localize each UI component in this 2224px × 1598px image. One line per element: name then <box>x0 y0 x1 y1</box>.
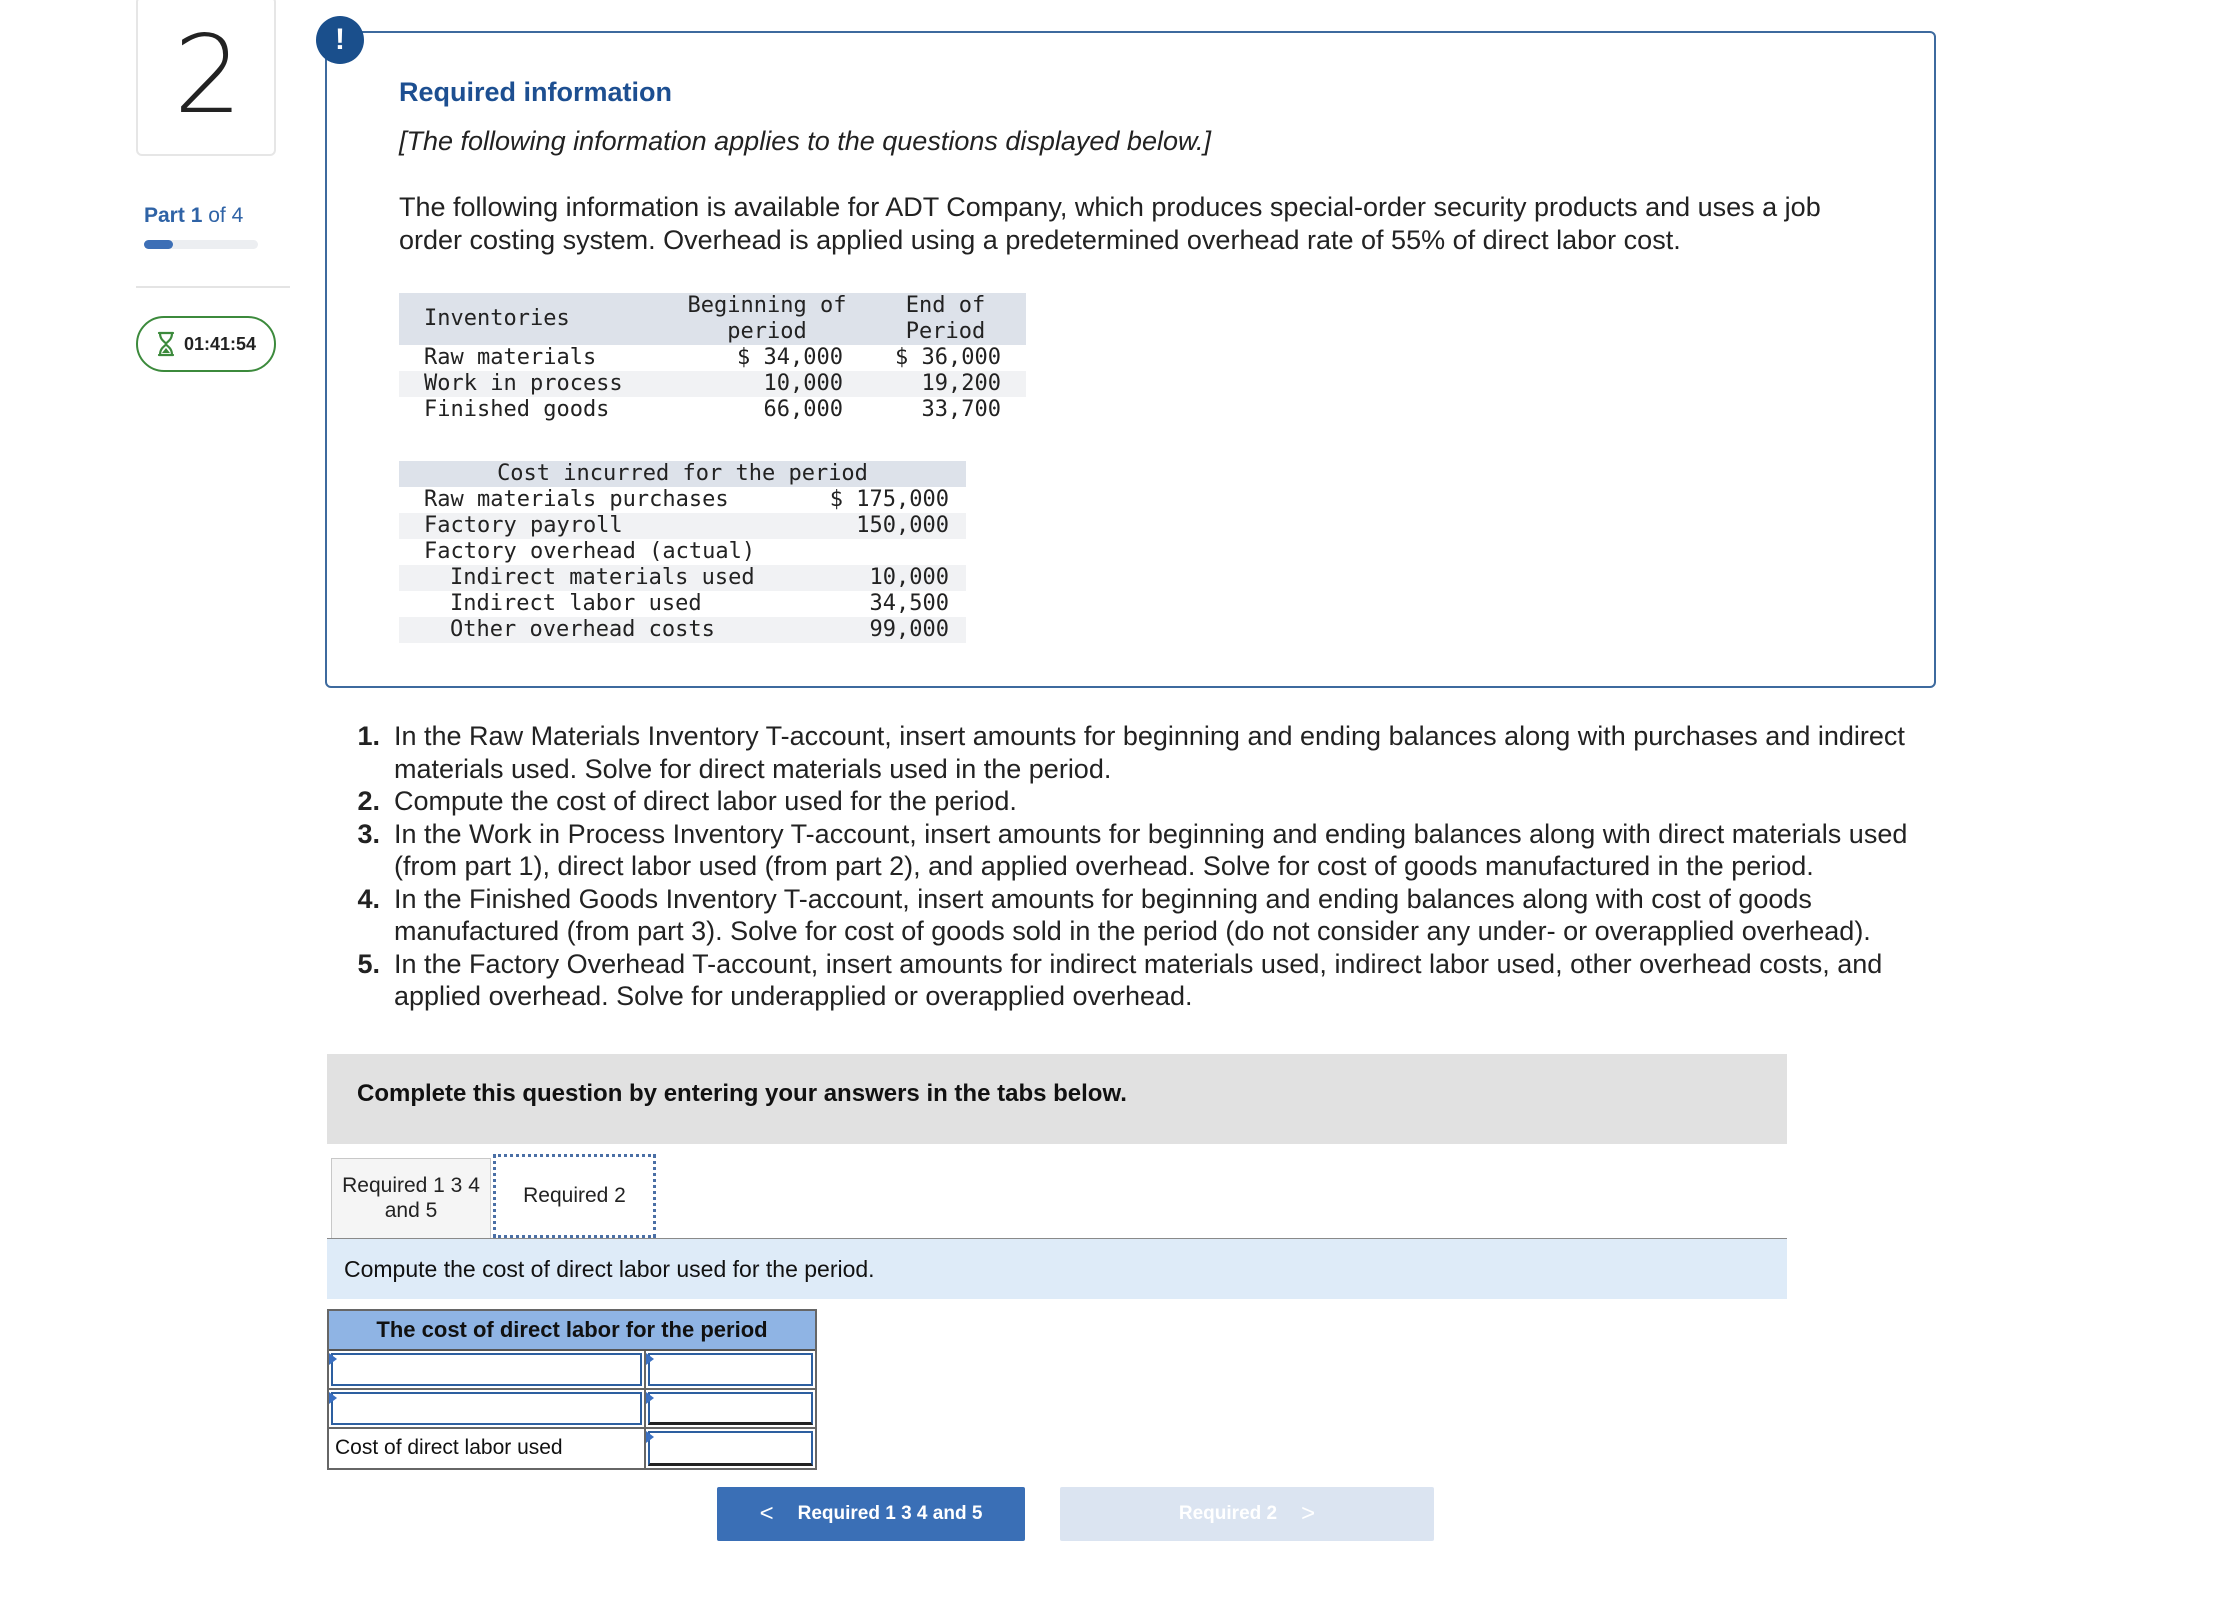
answer-value-input[interactable] <box>648 1353 813 1386</box>
tab-required-2[interactable]: Required 2 <box>493 1154 656 1238</box>
cost-row-label: Factory overhead (actual) <box>424 539 756 564</box>
timer-text: 01:41:54 <box>183 333 257 354</box>
inv-row-beginning: $ 34,000 <box>737 345 843 370</box>
inventories-header-beginning: Beginning of period <box>669 293 865 345</box>
cost-row-label: Factory payroll <box>399 513 799 539</box>
cost-row-value: $ 175,000 <box>829 487 949 512</box>
inventories-table <box>399 293 1026 423</box>
answer-total-label: Cost of direct labor used <box>335 1436 563 1459</box>
timer[interactable] <box>136 316 276 372</box>
answer-label-cell <box>329 1390 646 1427</box>
table-row <box>399 617 966 643</box>
instruction-bar <box>327 1054 1787 1144</box>
answer-total-label-cell <box>329 1429 646 1468</box>
cost-row-label: Indirect labor used <box>450 591 702 616</box>
previous-button[interactable] <box>717 1487 1025 1541</box>
table-row <box>329 1351 815 1390</box>
part-progress-fill <box>144 240 173 249</box>
hourglass-icon <box>156 331 176 357</box>
info-subtitle: [The following information applies to the questions displayed below.] <box>399 126 1211 156</box>
dropdown-marker-icon <box>329 1392 337 1404</box>
req-text: In the Factory Overhead T-account, insert amounts for indirect materials used, indirect labor used, other overhead costs, and applied overhead. Solve for underapplied or overapplied overhead. <box>394 948 1883 1011</box>
answer-label-input[interactable] <box>331 1392 642 1425</box>
answer-table-header: The cost of direct labor for the period <box>329 1311 815 1351</box>
table-row <box>399 513 966 539</box>
cost-row-value: 99,000 <box>799 617 966 643</box>
costs-table <box>399 461 966 643</box>
input-marker-icon <box>646 1392 654 1404</box>
next-button[interactable] <box>1060 1487 1434 1541</box>
req-number: 1. <box>357 721 380 751</box>
inv-row-label: Work in process <box>399 371 669 397</box>
info-title: Required information <box>399 77 673 107</box>
inv-row-beginning: 10,000 <box>669 371 865 397</box>
cost-row-value: 150,000 <box>799 513 966 539</box>
answer-value-cell <box>646 1351 815 1388</box>
table-row <box>399 371 1026 397</box>
required-information-box <box>325 31 1936 688</box>
part-current: 1 <box>190 204 203 227</box>
cost-row-label: Indirect materials used <box>399 565 799 591</box>
chevron-left-icon: < <box>759 1500 774 1527</box>
answer-label-input[interactable] <box>331 1353 642 1386</box>
table-row <box>399 539 966 565</box>
req-text: Compute the cost of direct labor used for the period. <box>394 786 1017 816</box>
cost-row-value <box>799 539 966 565</box>
table-row <box>399 345 1026 371</box>
table-row <box>399 487 966 513</box>
part-word: Part <box>144 204 185 227</box>
inv-row-label: Finished goods <box>424 397 610 422</box>
alert-icon: ! <box>316 16 364 64</box>
costs-header-row <box>399 461 966 487</box>
inventories-header-end: End of Period <box>865 293 1026 345</box>
req-number: 3. <box>357 818 380 849</box>
req-text: In the Raw Materials Inventory T-account, insert amounts for beginning and ending balances along with purchases and indirect materials used. Solve for direct materials used in the period. <box>394 721 1905 784</box>
inventories-header-label: Inventories <box>399 293 669 345</box>
answer-label-cell <box>329 1351 646 1388</box>
inv-row-label: Raw materials <box>424 345 597 370</box>
part-of: of 4 <box>208 204 244 227</box>
req-number: 2. <box>357 786 380 816</box>
req-number: 5. <box>357 948 380 979</box>
instruction-text: Complete this question by entering your answers in the tabs below. <box>357 1080 1127 1107</box>
answer-value-cell <box>646 1390 815 1427</box>
requirements-list <box>354 720 1944 1013</box>
tab-required-1-3-4-and-5[interactable]: Required 1 3 4 and 5 <box>331 1158 491 1238</box>
inv-row-beginning: 66,000 <box>763 397 843 422</box>
dropdown-marker-icon <box>329 1353 337 1365</box>
cost-row-label: Raw materials purchases <box>424 487 729 512</box>
table-row <box>329 1429 815 1468</box>
req-text: In the Finished Goods Inventory T-account, insert amounts for beginning and ending balances along with cost of goods manufactured (from part 3). Solve for cost of goods sold in the period (do not consider any under- or overapplied overhead). <box>394 883 1871 946</box>
table-row <box>399 565 966 591</box>
prompt-bar <box>327 1239 1787 1299</box>
table-row <box>399 397 1026 423</box>
inv-row-end: $ 36,000 <box>895 345 1001 370</box>
answer-table <box>327 1309 817 1470</box>
cost-row-value: 34,500 <box>869 591 949 616</box>
list-item <box>354 720 1944 785</box>
next-button-label: Required 2 <box>1178 1503 1278 1524</box>
chevron-right-icon: > <box>1301 1500 1316 1527</box>
table-row <box>329 1390 815 1429</box>
req-text: In the Work in Process Inventory T-account, insert amounts for beginning and ending balances along with direct materials used (from part 1), direct labor used (from part 2), and applied overhead. Solve for cost of goods manufactured in the period. <box>394 818 1908 881</box>
answer-total-input[interactable] <box>648 1431 813 1466</box>
table-row <box>399 591 966 617</box>
list-item <box>354 818 1944 883</box>
part-progress-bar <box>144 240 258 249</box>
rail-divider <box>136 286 290 288</box>
input-marker-icon <box>646 1353 654 1365</box>
inv-row-end: 19,200 <box>865 371 1026 397</box>
question-number: 2 <box>173 13 243 138</box>
req-number: 4. <box>357 883 380 914</box>
cost-row-label: Other overhead costs <box>399 617 799 643</box>
costs-header: Cost incurred for the period <box>399 461 966 487</box>
prompt-text: Compute the cost of direct labor used for the period. <box>344 1256 875 1282</box>
list-item <box>354 948 1944 1013</box>
answer-total-cell <box>646 1429 815 1468</box>
info-body: The following information is available for ADT Company, which produces special-order security products and uses a job order costing system. Overhead is applied using a predetermined overhead rate of 55% of direct labor cost. <box>399 192 1821 255</box>
previous-button-label: Required 1 3 4 and 5 <box>797 1503 983 1524</box>
inventories-header-row <box>399 293 1026 345</box>
input-marker-icon <box>646 1431 654 1443</box>
cost-row-value: 10,000 <box>799 565 966 591</box>
list-item <box>354 883 1944 948</box>
question-number-box <box>136 0 276 156</box>
inv-row-end: 33,700 <box>921 397 1001 422</box>
part-indicator <box>144 204 243 228</box>
answer-value-input[interactable] <box>648 1392 813 1425</box>
list-item <box>354 785 1944 818</box>
